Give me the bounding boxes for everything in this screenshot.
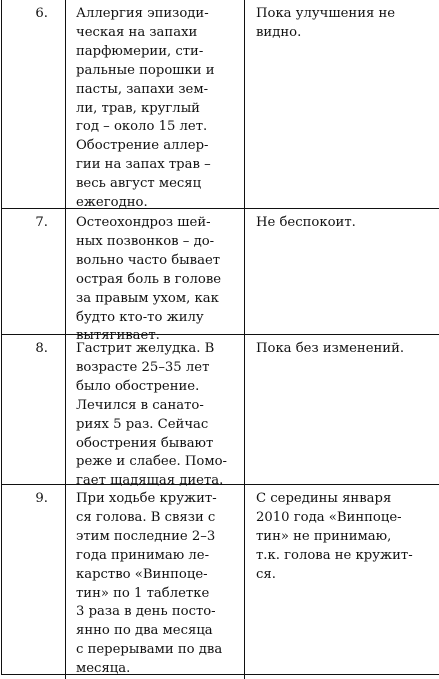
row-number: 6. [2,0,66,213]
result-note: Пока без изменений. [256,341,405,356]
condition-description: Аллергия эпизоди- ческая на запахи парфюмерии, сти- ральные порошки и пасты, запахи зем- ли, трав, круглый год – около 15 лет. Обострение аллер- гии на запах трав – весь август месяц ежегодно. [66,0,245,213]
condition-description: Гастрит желудка. В возрасте 25–35 лет было обострение. Лечился в санато- риях 5 раз. Сейчас обострения бывают реже и слабее. Помо- гает щадящая диета. [66,335,245,491]
row-number: 9. [2,485,66,679]
result-note: Пока улучшения не видно. [256,6,396,40]
condition-description: При ходьбе кружит- ся голова. В связи с этим последние 2–3 года принимаю ле- карство «Винпоце- тин» по 1 таблетке 3 раза в день посто- янно по два месяца с перерывами по два месяца. [66,485,245,679]
row-number: 7. [2,209,66,346]
table-row [2,485,439,675]
result-note: С середины января 2010 года «Винпоце- тин» не принимаю, т.к. голова не кружит- ся. [256,491,413,582]
table-row [2,209,439,344]
table-row [2,335,439,489]
symptoms-table [1,0,439,675]
table-row [2,0,439,209]
row-number: 8. [2,335,66,491]
result-note: Не беспокоит. [256,215,356,230]
condition-description: Остеохондроз шей- ных позвонков – до- вольно часто бывает острая боль в голове за правым ухом, как будто кто-то жилу вытягивает. [66,209,245,346]
